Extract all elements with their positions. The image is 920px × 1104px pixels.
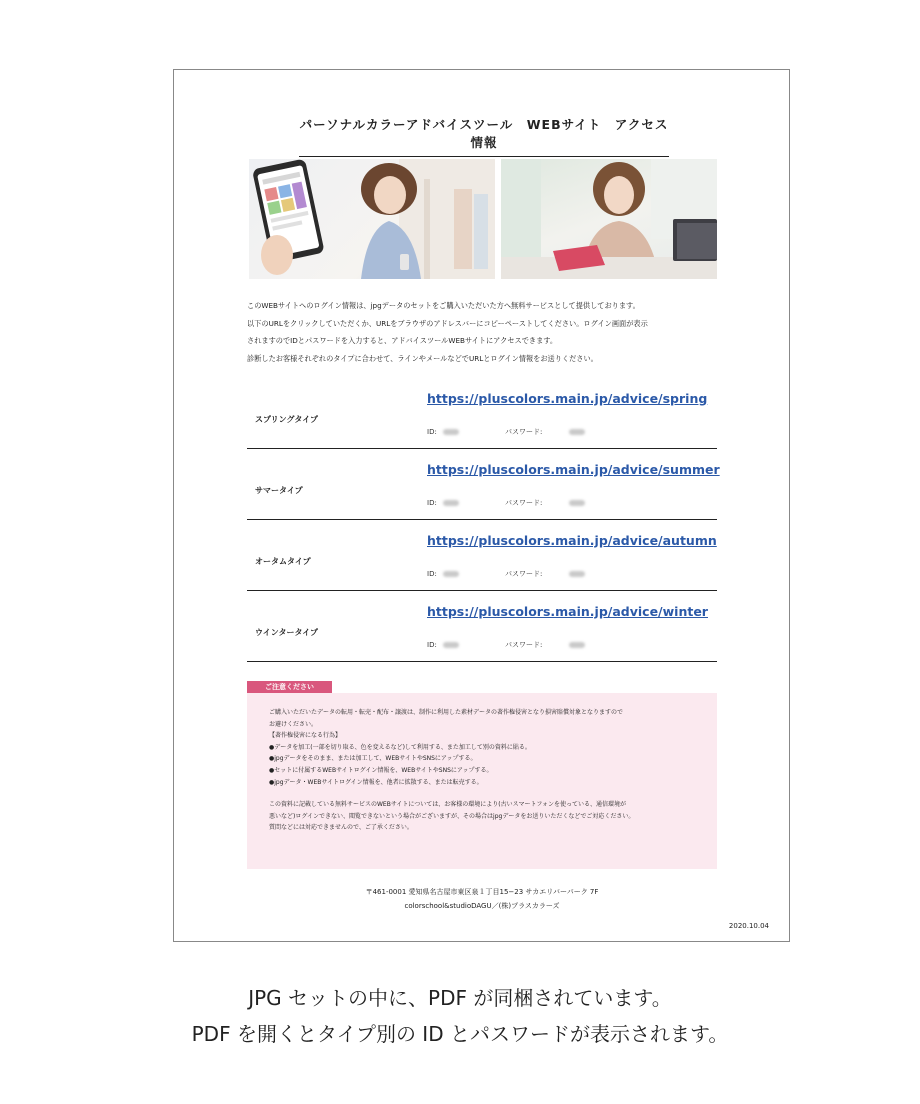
blurred-id [443, 429, 459, 435]
password-label: パスワード: [505, 428, 543, 436]
type-name: サマータイプ [255, 486, 303, 495]
id-label: ID: [427, 428, 437, 436]
password-label: パスワード: [505, 570, 543, 578]
blurred-id [443, 500, 459, 506]
notice-line: ●jpgデータ・WEBサイトログイン情報を、他者に拡散する、または転売する。 [269, 778, 483, 786]
photo-woman-at-desk [501, 159, 717, 279]
type-name: オータムタイプ [255, 557, 311, 566]
notice-line: ●jpgデータをそのまま、または加工して、WEBサイトやSNSにアップする。 [269, 755, 477, 763]
id-label: ID: [427, 641, 437, 649]
address-line: 〒461-0001 愛知県名古屋市東区泉１丁目15−23 サカエリバーパーク 7F [365, 888, 599, 896]
autumn-url-link[interactable]: https://pluscolors.main.jp/advice/autumn [427, 533, 717, 548]
notice-line: ●セットに付属するWEBサイトログイン情報を、WEBサイトやSNSにアップする。 [269, 766, 493, 774]
photo-woman-with-phone-illustration [249, 159, 495, 279]
document-date: 2020.10.04 [728, 922, 769, 930]
type-name: ウインタータイプ [255, 628, 319, 637]
notice-line: ●データを加工(一部を切り取る、色を変えるなど)して利用する、また加工して別の資料に貼る。 [269, 743, 531, 751]
row-summer [247, 449, 720, 520]
notice-line: この資料に記載している無料サービスのWEBサイトについては、お客様の環境により(古いスマートフォンを使っている、通信環境が [269, 801, 627, 809]
winter-url-link[interactable]: https://pluscolors.main.jp/advice/winter [427, 604, 708, 619]
notice-line: 質問などには対応できませんので、ご了承ください。 [269, 824, 413, 832]
notice-line: ご購入いただいたデータの転用・転売・配布・譲渡は、制作に利用した素材データの著作権侵害となり損害賠償対象となりますので [269, 709, 624, 716]
id-label: ID: [427, 499, 437, 507]
intro-text [247, 297, 727, 367]
intro-line: されますのでIDとパスワードを入力すると、アドバイスツールWEBサイトにアクセスできます。 [247, 336, 558, 345]
notice-spacer [269, 788, 707, 799]
access-table [247, 378, 720, 662]
intro-line: 以下のURLをクリックしていただくか、URLをブラウザのアドレスバーにコピーペーストしてください。ログイン画面が表示 [247, 318, 648, 328]
caption-line-1: JPG セットの中に、PDF が同梱されています。 [248, 986, 672, 1010]
summer-url-link[interactable]: https://pluscolors.main.jp/advice/summer [427, 462, 720, 477]
password-label: パスワード: [505, 641, 543, 649]
row-autumn [247, 520, 717, 591]
photo-woman-with-phone [249, 159, 495, 279]
blurred-password [569, 429, 585, 435]
row-spring [247, 378, 717, 449]
row-winter [247, 591, 717, 662]
notice-line: 悪いなど)ログインできない、閲覧できないという場合がございますが、その場合はjpgデータをお送りいただくなどでご対応ください。 [269, 812, 635, 820]
document-title: パーソナルカラーアドバイスツール WEBサイト アクセス情報 [299, 115, 669, 157]
notice-tab: ご注意ください [247, 681, 332, 693]
type-name: スプリングタイプ [255, 415, 318, 424]
blurred-password [569, 642, 585, 648]
notice-line: お避けください。 [269, 720, 318, 728]
id-label: ID: [427, 570, 437, 578]
intro-line: 診断したお客様それぞれのタイプに合わせて、ラインやメールなどでURLとログイン情報をお送りください。 [247, 353, 598, 363]
blurred-password [569, 500, 585, 506]
password-label: パスワード: [505, 499, 543, 507]
blurred-id [443, 571, 459, 577]
photo-woman-at-desk-illustration [501, 159, 717, 279]
intro-line: このWEBサイトへのログイン情報は、jpgデータのセットをご購入いただいた方へ無料サービスとして提供しております。 [247, 301, 640, 310]
caption-line-2: PDF を開くとタイプ別の ID とパスワードが表示されます。 [191, 1022, 729, 1046]
blurred-password [569, 571, 585, 577]
blurred-id [443, 642, 459, 648]
company-line: colorschool&studioDAGU／(株)プラスカラーズ [404, 902, 560, 910]
document-page [173, 69, 790, 942]
address-block [247, 885, 717, 913]
notice-line: 【著作権侵害になる行為】 [269, 732, 342, 740]
notice-box [247, 693, 717, 869]
spring-url-link[interactable]: https://pluscolors.main.jp/advice/spring [427, 391, 708, 406]
